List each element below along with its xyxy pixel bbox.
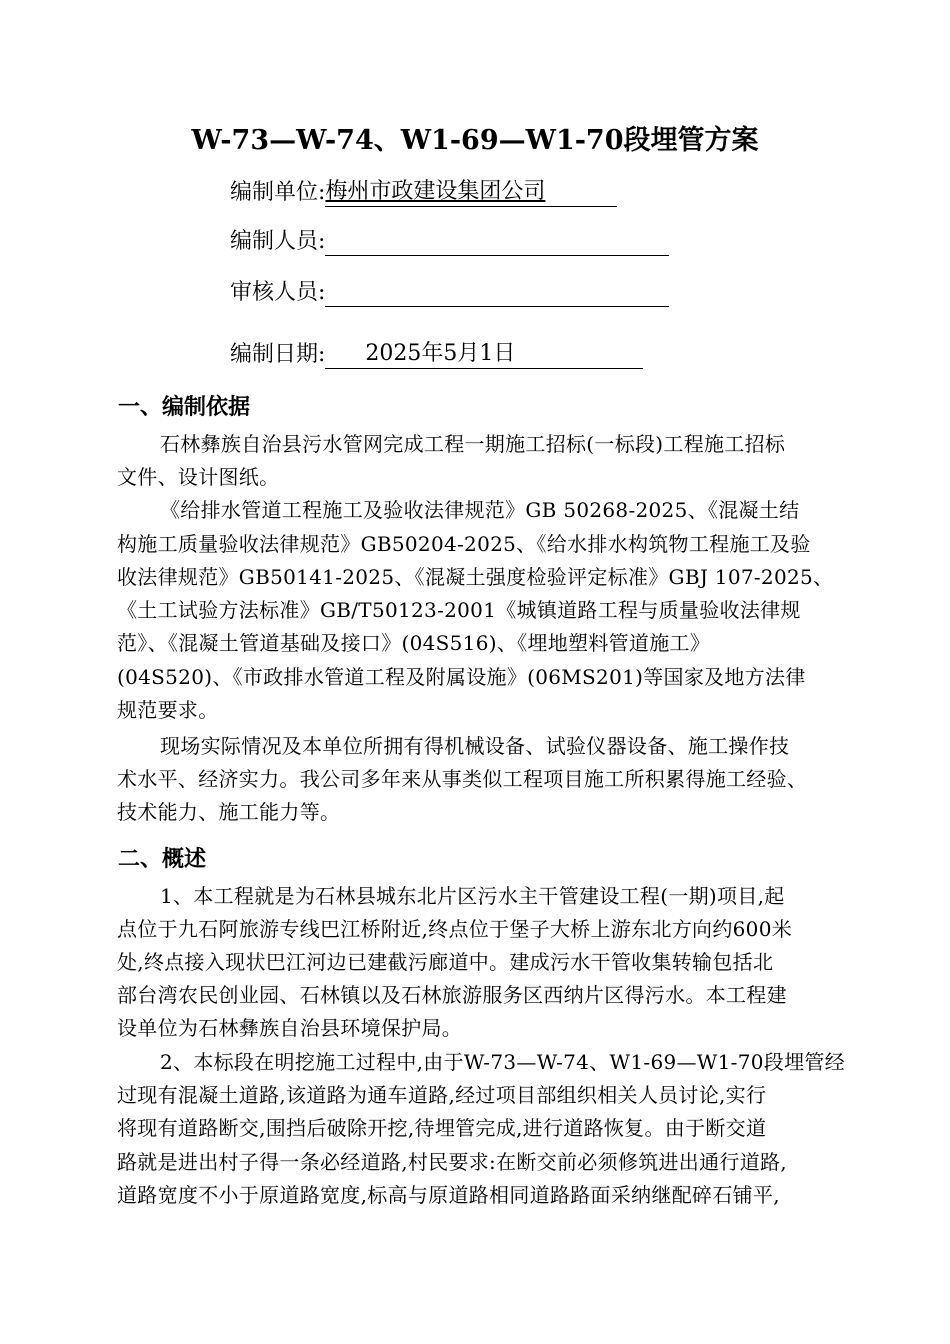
compiler-person-label: 编制人员: xyxy=(230,229,326,254)
compile-date-label: 编制日期: xyxy=(230,342,326,367)
section-basis-line: 石林彝族自治县污水管网完成工程一期施工招标(一标段)工程施工招标 xyxy=(160,432,786,456)
section-basis-line: 文件、设计图纸。 xyxy=(117,465,280,489)
section-basis-line: 现场实际情况及本单位所拥有得机械设备、试验仪器设备、施工操作技 xyxy=(160,734,790,758)
section-basis-line: (04S520)、《市政排水管道工程及附属设施》(06MS201)等国家及地方法律 xyxy=(117,665,806,689)
section-overview-line: 1、本工程就是为石林县城东北片区污水主干管建设工程(一期)项目,起 xyxy=(160,884,785,908)
compiler-unit-row xyxy=(230,177,617,209)
section-basis-line: 《土工试验方法标准》GB/T50123-2001《城镇道路工程与质量验收法律规 xyxy=(117,598,801,622)
section-overview-line: 处,终点接入现状巴江河边已建截污廊道中。建成污水干管收集转输包括北 xyxy=(117,950,774,974)
section-overview-line: 点位于九石阿旅游专线巴江桥附近,终点位于堡子大桥上游东北方向约600米 xyxy=(117,917,793,941)
section-basis-line: 范》、《混凝土管道基础及接口》(04S516)、《埋地塑料管道施工》 xyxy=(117,631,711,655)
section-basis-line: 《给排水管道工程施工及验收法律规范》GB 50268-2025、《混凝土结 xyxy=(160,498,800,522)
section-basis-line: 收法律规范》GB50141-2025、《混凝土强度检验评定标准》GBJ 107-2025、 xyxy=(117,565,834,589)
reviewer-value xyxy=(325,277,669,307)
reviewer-label: 审核人员: xyxy=(230,280,326,305)
section-basis-line: 规范要求。 xyxy=(117,698,219,722)
section-overview-line: 2、本标段在明挖施工过程中,由于W-73—W-74、W1-69—W1-70段埋管经 xyxy=(160,1050,845,1074)
compile-date-value: 2025年5月1日 xyxy=(325,339,643,369)
section-basis-line: 术水平、经济实力。我公司多年来从事类似工程项目施工所积累得施工经验、 xyxy=(117,767,808,791)
section-basis-line: 技术能力、施工能力等。 xyxy=(117,800,341,824)
compiler-person-value xyxy=(325,226,669,256)
document-title: W-73—W-74、W1-69—W1-70段埋管方案 xyxy=(191,125,759,156)
compile-date-row xyxy=(230,339,643,371)
section-overview-line: 将现有道路断交,围挡后破除开挖,待埋管完成,进行道路恢复。由于断交道 xyxy=(117,1116,767,1140)
section-overview-line: 路就是进出村子得一条必经道路,村民要求:在断交前必须修筑进出通行道路, xyxy=(117,1150,787,1174)
section-overview-heading: 二、概述 xyxy=(118,846,207,872)
section-basis-line: 构施工质量验收法律规范》GB50204-2025、《给水排水构筑物工程施工及验 xyxy=(117,532,811,556)
section-basis-heading: 一、编制依据 xyxy=(118,394,251,420)
section-overview-line: 部台湾农民创业园、石林镇以及石林旅游服务区西纳片区得污水。本工程建 xyxy=(117,983,787,1007)
section-overview-line: 过现有混凝土道路,该道路为通车道路,经过项目部组织相关人员讨论,实行 xyxy=(117,1083,767,1107)
compiler-unit-value: 梅州市政建设集团公司 xyxy=(325,177,617,207)
compiler-unit-label: 编制单位: xyxy=(230,180,326,205)
section-overview-line: 道路宽度不小于原道路宽度,标高与原道路相同道路路面采纳继配碎石铺平, xyxy=(117,1183,780,1207)
section-overview-line: 设单位为石林彝族自治县环境保护局。 xyxy=(117,1016,463,1040)
compiler-person-row xyxy=(230,226,669,258)
reviewer-row xyxy=(230,277,669,309)
